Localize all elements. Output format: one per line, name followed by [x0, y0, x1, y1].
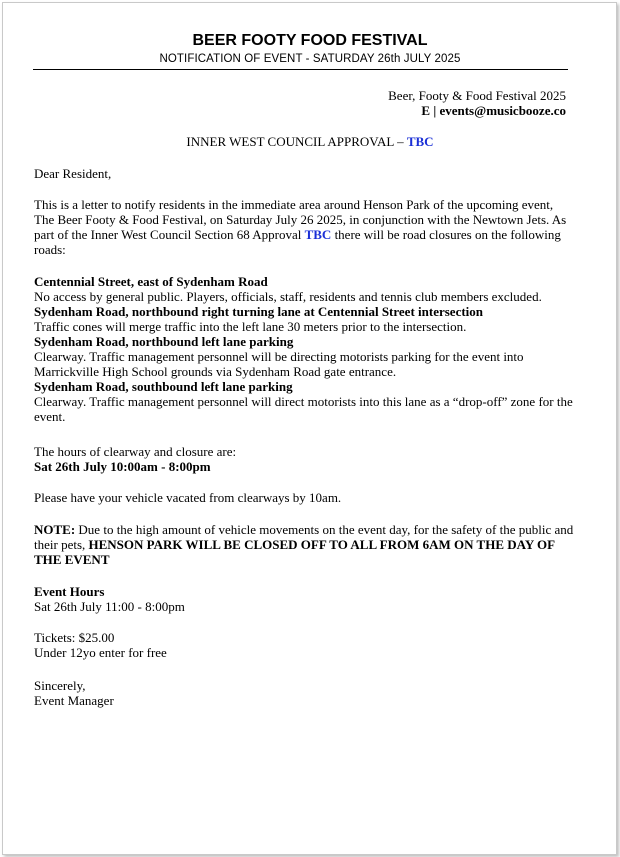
salutation: Dear Resident, — [34, 166, 112, 181]
road-heading: Centennial Street, east of Sydenham Road — [34, 274, 268, 289]
ticket-price: Tickets: $25.00 — [34, 630, 115, 645]
intro-status: TBC — [304, 227, 332, 242]
note-emphasis: HENSON PARK WILL BE CLOSED OFF TO ALL FROM 6AM ON THE DAY OF THE EVENT — [34, 537, 555, 567]
note-paragraph — [34, 522, 574, 567]
road-description: Clearway. Traffic management personnel will direct motorists into this lane as a “drop-off” zone for the event. — [34, 394, 573, 424]
road-description: Clearway. Traffic management personnel will be directing motorists parking for the event into Marrickville High School grounds via Sydenham Road gate entrance. — [34, 349, 524, 379]
header-divider — [33, 69, 568, 70]
road-description: No access by general public. Players, officials, staff, residents and tennis club members excluded. — [34, 289, 542, 304]
ticket-children: Under 12yo enter for free — [34, 645, 167, 660]
sender-email: events@musicbooze.co — [439, 103, 566, 118]
document-title: BEER FOOTY FOOD FESTIVAL — [192, 32, 428, 49]
document-page — [2, 2, 617, 855]
intro-paragraph — [34, 197, 574, 257]
vacate-notice: Please have your vehicle vacated from clearways by 10am. — [34, 490, 342, 505]
signoff-signer: Event Manager — [34, 693, 114, 708]
sender-email-line — [388, 103, 566, 118]
road-heading: Sydenham Road, southbound left lane parking — [34, 379, 293, 394]
sender-name: Beer, Footy & Food Festival 2025 — [388, 88, 566, 103]
note-text: Due to the high amount of vehicle movements on the event day, for the safety of the public and their pets, — [34, 522, 574, 552]
event-hours-heading: Event Hours — [34, 584, 105, 599]
event-hours-block — [34, 584, 574, 614]
signoff-block — [34, 678, 574, 708]
council-approval — [0, 134, 620, 149]
road-heading: Sydenham Road, northbound right turning lane at Centennial Street intersection — [34, 304, 484, 319]
approval-status: TBC — [406, 134, 434, 149]
email-prefix: E | — [421, 103, 440, 118]
road-description: Traffic cones will merge traffic into the left lane 30 meters prior to the intersection. — [34, 319, 467, 334]
hours-block — [34, 444, 574, 474]
hours-time: Sat 26th July 10:00am - 8:00pm — [34, 459, 211, 474]
signoff-closing: Sincerely, — [34, 678, 86, 693]
tickets-block — [34, 630, 574, 660]
document-subtitle: NOTIFICATION OF EVENT - SATURDAY 26th JULY 2025 — [159, 53, 461, 65]
road-closures — [34, 274, 574, 424]
hours-intro: The hours of clearway and closure are: — [34, 444, 237, 459]
road-heading: Sydenham Road, northbound left lane parking — [34, 334, 294, 349]
intro-text: This is a letter to notify residents in the immediate area around Henson Park of the upcoming event, The Beer Footy & Food Festival, on Saturday July 26 2025, in conjunction with the Newtown Jets. As part of the Inner West Council Section 68 Approval — [34, 197, 567, 242]
note-label: NOTE: — [34, 522, 76, 537]
sender-block — [388, 88, 566, 118]
event-hours-time: Sat 26th July 11:00 - 8:00pm — [34, 599, 185, 614]
intro-text-end: there will be road closures on the following roads: — [34, 227, 561, 257]
approval-text: INNER WEST COUNCIL APPROVAL – — [186, 134, 407, 149]
